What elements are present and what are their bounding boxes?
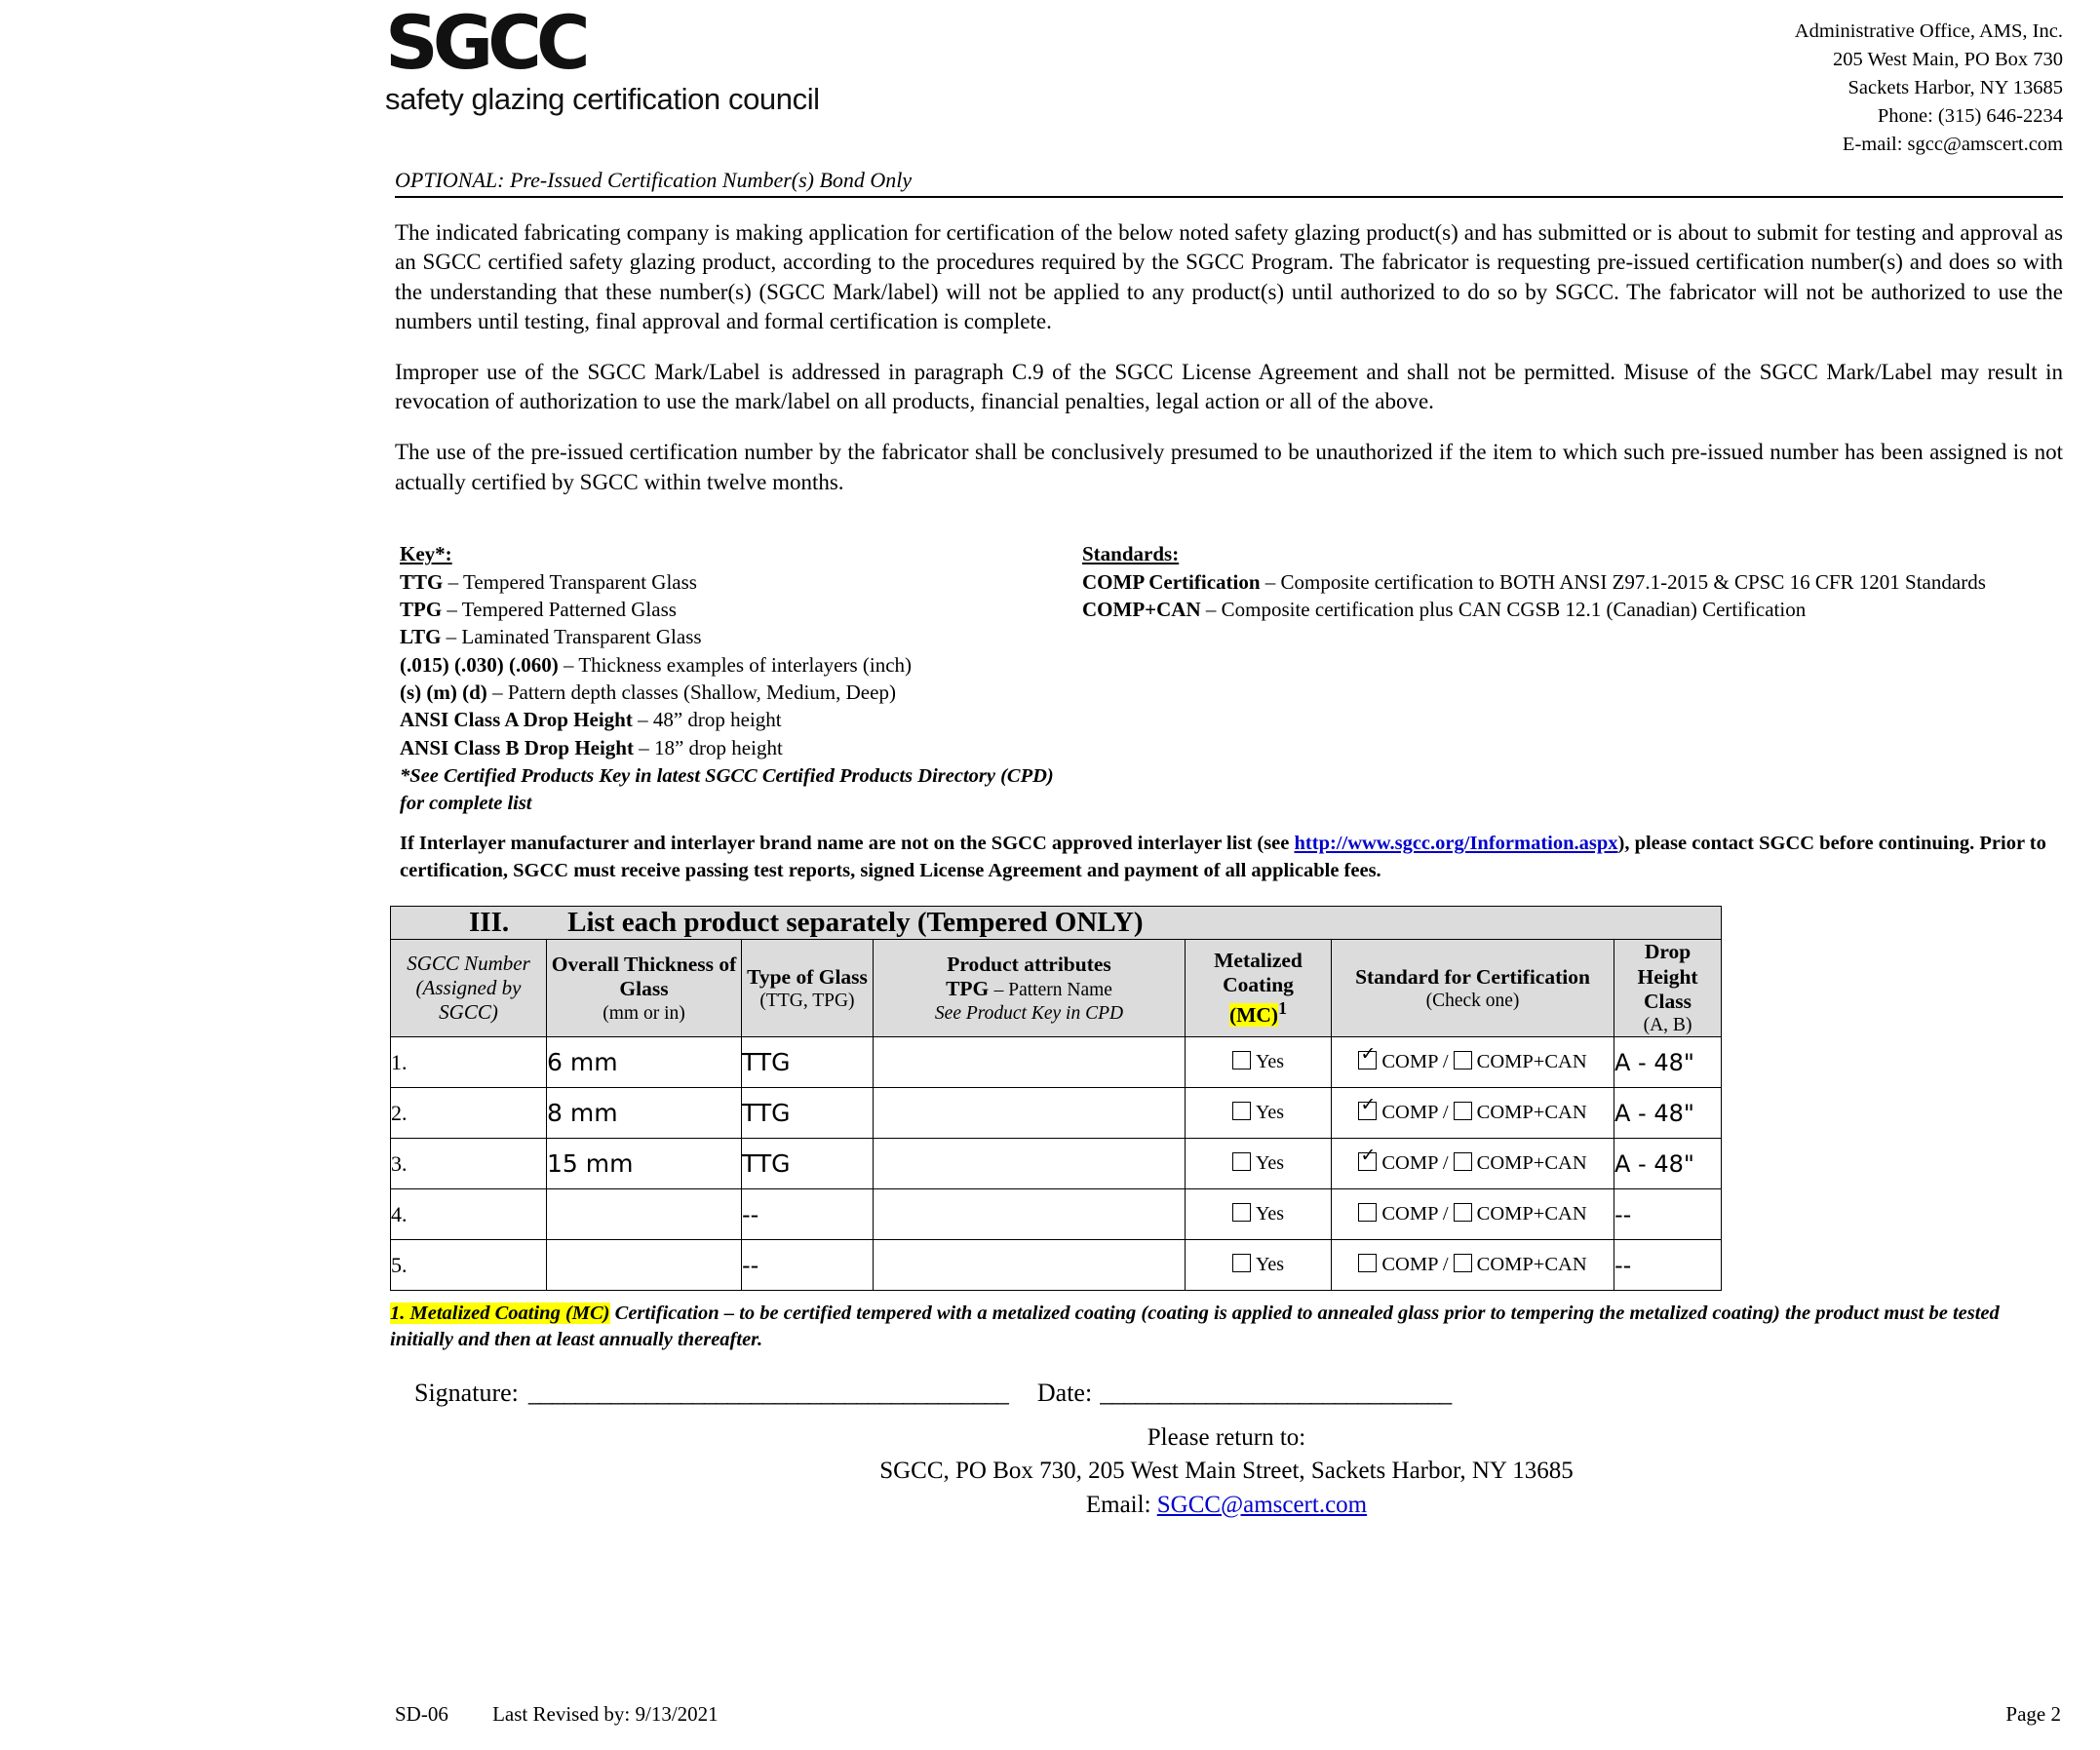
row-metalized-yes[interactable] (1186, 1088, 1332, 1139)
key-def-thickness: – Thickness examples of interlayers (inch) (563, 652, 913, 677)
col-header-attributes-rest: – Pattern Name (993, 980, 1112, 1001)
signature-label: Signature: (414, 1378, 519, 1407)
checkbox-comp[interactable] (1358, 1102, 1377, 1120)
row-metalized-yes[interactable] (1186, 1189, 1332, 1240)
return-email-label: Email: (1085, 1491, 1151, 1518)
key-term-class-b: ANSI Class B Drop Height (400, 735, 634, 759)
checkbox-compcan[interactable] (1454, 1254, 1472, 1272)
section-number: III. (469, 907, 510, 939)
footer-form-id: SD-06 (395, 1702, 448, 1726)
row-drop[interactable]: A - 48" (1614, 1037, 1722, 1088)
table-column-header-row (391, 940, 1722, 1037)
col-header-metalized-tag: (MC) (1228, 1003, 1279, 1027)
table-row (391, 1088, 1722, 1139)
row-standard[interactable] (1332, 1037, 1614, 1088)
signature-field[interactable]: _________________________________________ (527, 1378, 1008, 1407)
key-item-tpg (400, 596, 1072, 623)
col-header-attributes-bold: TPG (946, 977, 990, 1001)
checkbox-mc-yes[interactable] (1232, 1051, 1251, 1069)
address-phone: Phone: (315) 646-2234 (1877, 105, 2063, 128)
table-footnote-highlight: 1. Metalized Coating (MC) (390, 1303, 610, 1325)
standards-title: Standards: (1082, 542, 1180, 566)
checkbox-compcan[interactable] (1454, 1203, 1472, 1222)
key-term-ttg: TTG (400, 569, 444, 594)
product-table (390, 906, 1722, 1291)
row-type[interactable]: TTG (742, 1037, 874, 1088)
key-term-tpg: TPG (400, 597, 443, 621)
key-column (400, 540, 1072, 817)
col-header-attributes (874, 940, 1186, 1037)
optional-heading: OPTIONAL: Pre-Issued Certification Number(s) Bond Only (395, 167, 913, 192)
return-email-row (390, 1489, 2063, 1523)
row-standard[interactable] (1332, 1240, 1614, 1291)
col-header-attributes-label: Product attributes (947, 952, 1111, 976)
col-header-drop (1614, 940, 1722, 1037)
key-item-ttg (400, 568, 1072, 596)
key-term-depth: (s) (m) (d) (400, 680, 487, 704)
administrative-address (1795, 8, 2081, 160)
row-thickness[interactable] (547, 1240, 742, 1291)
row-number: 4. (391, 1189, 547, 1240)
standards-term-comp: COMP Certification (1082, 569, 1261, 594)
table-footnote-text: Certification – to be certified tempered with a metalized coating (coating is applied to annealed glass prior to tempering the metalized coating) the product must be tested initially and then at least annually thereafter. (390, 1303, 2000, 1350)
row-metalized-yes[interactable] (1186, 1139, 1332, 1189)
standards-column (1072, 540, 2063, 817)
row-compcan-label: COMP+CAN (1476, 1102, 1587, 1124)
checkbox-comp[interactable] (1358, 1254, 1377, 1272)
key-and-standards (400, 540, 2081, 817)
row-comp-label: COMP / (1381, 1051, 1449, 1073)
row-thickness[interactable]: 6 mm (547, 1037, 742, 1088)
row-standard[interactable] (1332, 1088, 1614, 1139)
key-term-class-a: ANSI Class A Drop Height (400, 708, 633, 732)
row-comp-label: COMP / (1381, 1254, 1449, 1276)
sgcc-logo-subtitle: safety glazing certification council (385, 82, 820, 117)
section-title: List each product separately (Tempered ONLY) (567, 907, 1144, 939)
row-standard[interactable] (1332, 1189, 1614, 1240)
address-line-1: Administrative Office, AMS, Inc. (1794, 20, 2063, 42)
footer-revised: Last Revised by: 9/13/2021 (492, 1702, 719, 1726)
interlayer-note-after: ), please contact SGCC before continuing. Prior to certification, SGCC must receive passing test reports, signed License Agreement and payment of all applicable fees. (400, 833, 2046, 881)
col-header-standard (1332, 940, 1614, 1037)
key-item-class-a (400, 706, 1072, 733)
key-term-thickness: (.015) (.030) (.060) (400, 652, 559, 677)
row-type[interactable]: TTG (742, 1139, 874, 1189)
header-divider (395, 196, 2063, 198)
key-item-class-b (400, 734, 1072, 761)
row-compcan-label: COMP+CAN (1476, 1203, 1587, 1225)
col-header-sgcc-number (391, 940, 547, 1037)
key-def-tpg: – Tempered Patterned Glass (447, 597, 677, 621)
key-def-class-b: – 18” drop height (639, 735, 783, 759)
col-header-type-sub: (TTG, TPG) (759, 990, 855, 1011)
row-compcan-label: COMP+CAN (1476, 1254, 1587, 1276)
return-address: SGCC, PO Box 730, 205 West Main Street, Sackets Harbor, NY 13685 (879, 1458, 1574, 1485)
row-comp-label: COMP / (1381, 1203, 1449, 1225)
col-header-standard-label: Standard for Certification (1355, 964, 1590, 989)
checkbox-mc-yes[interactable] (1232, 1254, 1251, 1272)
document-footer (0, 1702, 2100, 1727)
col-header-metalized-sup: 1 (1278, 997, 1288, 1018)
paragraph-2: Improper use of the SGCC Mark/Label is addressed in paragraph C.9 of the SGCC License Agreement and shall not be permitted. Misuse of the SGCC Mark/Label may result in revocation of authorization to use the mark/label on all products, financial penalties, legal action or all of the above. (395, 359, 2063, 414)
return-block (390, 1421, 2081, 1523)
row-number: 5. (391, 1240, 547, 1291)
col-header-thickness-sub: (mm or in) (603, 1002, 685, 1024)
col-header-thickness (547, 940, 742, 1037)
checkbox-comp[interactable] (1358, 1051, 1377, 1069)
standards-def-comp: – Composite certification to BOTH ANSI Z97.1-2015 & CPSC 16 CFR 1201 Standards (1264, 569, 1986, 594)
address-email: E-mail: sgcc@amscert.com (1842, 134, 2063, 156)
optional-heading-row (395, 168, 2081, 198)
row-compcan-label: COMP+CAN (1476, 1152, 1587, 1175)
row-type[interactable]: -- (742, 1189, 874, 1240)
row-number: 3. (391, 1139, 547, 1189)
row-metalized-yes-label: Yes (1255, 1203, 1285, 1225)
row-metalized-yes-label: Yes (1255, 1051, 1285, 1073)
col-header-standard-sub: (Check one) (1425, 990, 1520, 1011)
row-number: 1. (391, 1037, 547, 1088)
row-attributes[interactable] (874, 1240, 1186, 1291)
row-metalized-yes[interactable] (1186, 1037, 1332, 1088)
paragraph-3: The use of the pre-issued certification number by the fabricator shall be conclusively presumed to be unauthorized if the item to which such pre-issued number has been assigned is not actually certified by SGCC within twelve months. (395, 440, 2063, 494)
return-email-link[interactable]: SGCC@amscert.com (1156, 1491, 1368, 1518)
key-def-depth: – Pattern depth classes (Shallow, Medium, Deep) (492, 680, 896, 704)
standards-def-compcan: – Composite certification plus CAN CGSB 12.1 (Canadian) Certification (1205, 597, 1807, 621)
sgcc-logo-mark: SGCC (385, 0, 585, 86)
date-label: Date: (1036, 1378, 1093, 1407)
address-line-2: 205 West Main, PO Box 730 (1832, 49, 2063, 71)
col-header-sgcc-number-label: SGCC Number (Assigned by SGCC) (407, 951, 530, 1025)
table-row (391, 1037, 1722, 1088)
checkbox-mc-yes[interactable] (1232, 1102, 1251, 1120)
table-row (391, 1189, 1722, 1240)
checkbox-mc-yes[interactable] (1232, 1152, 1251, 1171)
paragraph-1: The indicated fabricating company is making application for certification of the below noted safety glazing product(s) and has submitted or is about to submit for testing and approval as an SGCC certified safety glazing product, according to the procedures required by the SGCC Program. The fabricator is requesting pre-issued certification number(s) and does so with the understanding that these number(s) (SGCC Mark/label) will not be applied to any product(s) until authorized to do so by SGCC. The fabricator will not be authorized to use the numbers until testing, final approval and formal certification is complete. (395, 219, 2063, 334)
date-field[interactable]: ______________________________ (1100, 1378, 1452, 1407)
footer-page-number: Page 2 (2005, 1702, 2061, 1726)
row-attributes[interactable] (874, 1189, 1186, 1240)
row-attributes[interactable] (874, 1088, 1186, 1139)
col-header-metalized (1186, 940, 1332, 1037)
checkbox-compcan[interactable] (1454, 1051, 1472, 1069)
footer-left (395, 1702, 758, 1727)
interlayer-note (400, 831, 2081, 884)
signature-row (390, 1379, 2081, 1408)
col-header-metalized-label: Metalized Coating (1214, 949, 1303, 997)
checkbox-comp[interactable] (1358, 1203, 1377, 1222)
key-def-ltg: – Laminated Transparent Glass (446, 625, 702, 649)
key-term-ltg: LTG (400, 625, 442, 649)
key-item-depth (400, 679, 1072, 706)
row-drop[interactable]: A - 48" (1614, 1088, 1722, 1139)
product-table-wrapper (390, 906, 2081, 1291)
sgcc-information-link[interactable]: http://www.sgcc.org/Information.aspx (1294, 833, 1618, 855)
row-comp-label: COMP / (1381, 1152, 1449, 1175)
row-type[interactable]: -- (742, 1240, 874, 1291)
table-section-header-row (391, 907, 1722, 940)
row-metalized-yes-label: Yes (1255, 1102, 1285, 1124)
row-drop[interactable]: -- (1614, 1240, 1722, 1291)
row-metalized-yes[interactable] (1186, 1240, 1332, 1291)
col-header-thickness-label: Overall Thickness of Glass (551, 952, 737, 1001)
row-type[interactable]: TTG (742, 1088, 874, 1139)
checkbox-compcan[interactable] (1454, 1152, 1472, 1171)
section-header-cell (391, 907, 1722, 940)
checkbox-mc-yes[interactable] (1232, 1203, 1251, 1222)
row-number: 2. (391, 1088, 547, 1139)
row-compcan-label: COMP+CAN (1476, 1051, 1587, 1073)
key-footnote: *See Certified Products Key in latest SGCC Certified Products Directory (CPD) for complete list (400, 764, 1054, 814)
checkbox-compcan[interactable] (1454, 1102, 1472, 1120)
key-title: Key*: (400, 542, 452, 566)
row-drop[interactable]: A - 48" (1614, 1139, 1722, 1189)
standards-item-compcan (1082, 596, 2063, 623)
document-header (0, 0, 2100, 160)
col-header-type-label: Type of Glass (747, 964, 868, 989)
return-heading: Please return to: (1147, 1423, 1306, 1451)
key-item-ltg (400, 623, 1072, 650)
col-header-attributes-sub: See Product Key in CPD (934, 1002, 1124, 1024)
interlayer-note-before: If Interlayer manufacturer and interlayer brand name are not on the SGCC approved interlayer list (see (400, 833, 1295, 855)
body-text (395, 218, 2081, 498)
row-thickness[interactable] (547, 1189, 742, 1240)
row-attributes[interactable] (874, 1037, 1186, 1088)
key-item-thickness (400, 651, 1072, 679)
row-metalized-yes-label: Yes (1255, 1254, 1285, 1276)
sgcc-logo (385, 0, 820, 117)
key-def-ttg: – Tempered Transparent Glass (447, 569, 697, 594)
row-comp-label: COMP / (1381, 1102, 1449, 1124)
checkbox-comp[interactable] (1358, 1152, 1377, 1171)
standards-item-comp (1082, 568, 2063, 596)
key-def-class-a: – 48” drop height (638, 708, 782, 732)
address-line-3: Sackets Harbor, NY 13685 (1847, 77, 2063, 99)
table-footnote (390, 1301, 2081, 1352)
row-thickness[interactable]: 8 mm (547, 1088, 742, 1139)
row-drop[interactable]: -- (1614, 1189, 1722, 1240)
col-header-drop-sub: (A, B) (1643, 1015, 1692, 1036)
table-row (391, 1139, 1722, 1189)
standards-term-compcan: COMP+CAN (1082, 597, 1201, 621)
row-standard[interactable] (1332, 1139, 1614, 1189)
row-thickness[interactable]: 15 mm (547, 1139, 742, 1189)
row-metalized-yes-label: Yes (1255, 1152, 1285, 1175)
col-header-type (742, 940, 874, 1037)
row-attributes[interactable] (874, 1139, 1186, 1189)
table-row (391, 1240, 1722, 1291)
col-header-drop-label: Drop Height Class (1637, 940, 1698, 1013)
